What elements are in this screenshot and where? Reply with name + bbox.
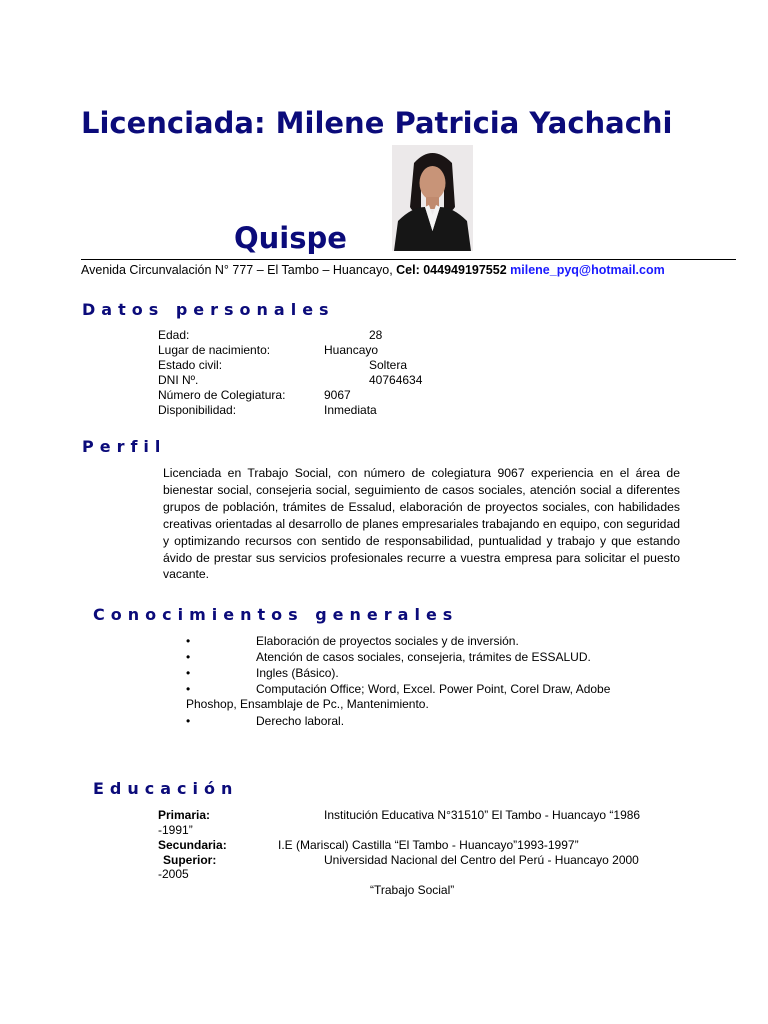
personal-value: 40764634 (369, 373, 423, 387)
list-item: Computación Office; Word, Excel. Power Point, Corel Draw, Adobe (256, 682, 611, 696)
personal-value: 9067 (324, 388, 351, 402)
personal-label: DNI Nº. (158, 373, 199, 387)
personal-value: 28 (369, 328, 383, 342)
list-item: Atención de casos sociales, consejeria, trámites de ESSALUD. (256, 650, 591, 664)
bullet-icon: • (186, 682, 191, 696)
perfil-paragraph: Licenciada en Trabajo Social, con número de colegiatura 9067 experiencia en el área de bienestar social, consejeria social, seguimiento de casos sociales, atención social a diferentes grupos de población, trámites de Essalud, elaboración de proyectos sociales, con habilidades creativas orientadas al desarrollo de planes empresariales trabajando en equipo, con seguridad y optimizando recursos con sentido de responsabilidad, puntualidad y trabajo y que estando ávido de prestar sus servicios profesionales recurre a vuestra empresa para solicitar el puesto vacante. (163, 466, 680, 582)
name-title-line1: Licenciada: Milene Patricia Yachachi (81, 106, 673, 140)
superior-continuation: -2005 (158, 867, 189, 881)
personal-label: Disponibilidad: (158, 403, 237, 417)
profile-photo (392, 145, 473, 251)
bullet-icon: • (186, 714, 191, 728)
list-item: Derecho laboral. (256, 714, 345, 728)
section-heading-perfil: Perfil (82, 437, 167, 456)
email-link[interactable]: milene_pyq@hotmail.com (510, 263, 665, 277)
cel-text: Cel: 044949197552 (396, 263, 507, 277)
personal-value: Huancayo (324, 343, 379, 357)
name-title-line2: Quispe (234, 221, 347, 255)
superior-label: Superior: (163, 853, 217, 867)
personal-label: Edad: (158, 328, 190, 342)
personal-label: Estado civil: (158, 358, 223, 372)
secundaria-label: Secundaria: (158, 838, 227, 852)
section-heading-educacion: Educación (93, 779, 239, 798)
secundaria-value: I.E (Mariscal) Castilla “El Tambo - Huancayo”1993-1997” (278, 838, 579, 852)
list-item: Ingles (Básico). (256, 666, 339, 680)
primaria-value: Institución Educativa N°31510” El Tambo - Huancayo “1986 (324, 808, 641, 822)
personal-value: Inmediata (324, 403, 377, 417)
bullet-icon: • (186, 650, 191, 664)
contact-line (81, 263, 665, 277)
primaria-label: Primaria: (158, 808, 211, 822)
personal-value: Soltera (369, 358, 408, 372)
section-heading-personal: Datos personales (82, 300, 335, 319)
bullet-icon: • (186, 634, 191, 648)
section-heading-conocimientos: Conocimientos generales (93, 605, 459, 624)
career-title: “Trabajo Social” (370, 883, 455, 897)
superior-value: Universidad Nacional del Centro del Perú - Huancayo 2000 (324, 853, 639, 867)
bullet-icon: • (186, 666, 191, 680)
personal-label: Número de Colegiatura: (158, 388, 286, 402)
primaria-continuation: -1991” (158, 823, 193, 837)
list-item: Elaboración de proyectos sociales y de inversión. (256, 634, 519, 648)
address-text: Avenida Circunvalación N° 777 – El Tambo – Huancayo, (81, 263, 397, 277)
header-divider (81, 259, 736, 260)
list-item-continuation: Phoshop, Ensamblaje de Pc., Mantenimiento. (186, 697, 429, 711)
personal-label: Lugar de nacimiento: (158, 343, 271, 357)
